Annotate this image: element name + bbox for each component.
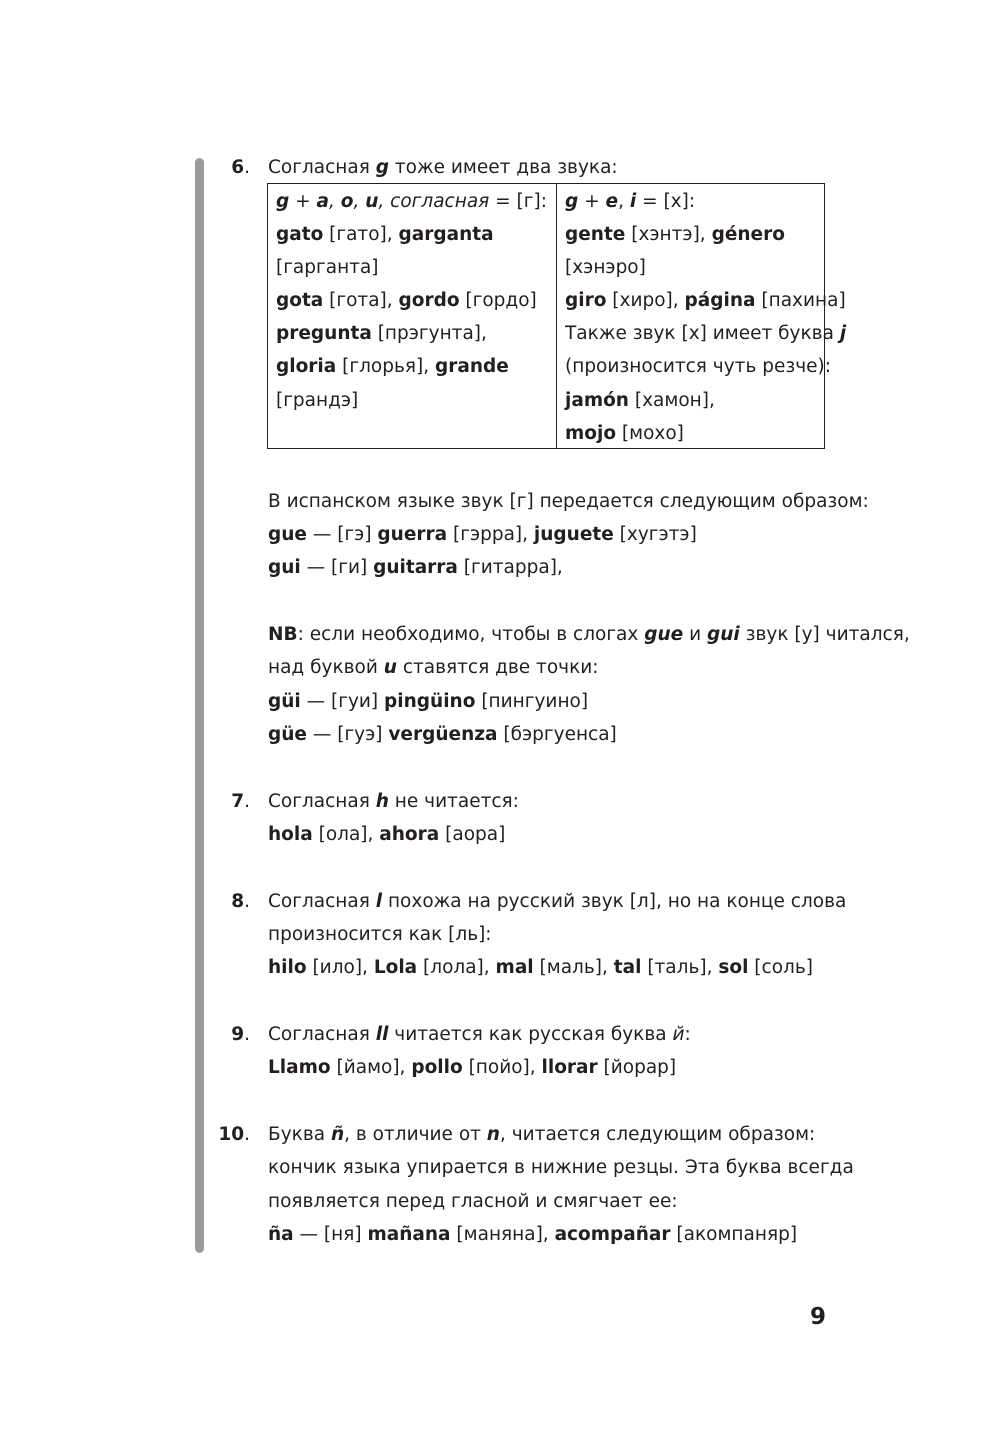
text-run: ahora: [379, 824, 440, 845]
text-run: [ола],: [312, 824, 380, 845]
text-run: ,: [329, 191, 341, 212]
text-run: güe: [268, 724, 307, 745]
text-run: garganta: [398, 224, 494, 245]
text-run: guerra: [377, 524, 448, 545]
text-run: mañana: [367, 1224, 451, 1245]
text-run: [гитарра],: [457, 557, 563, 578]
text-run: g: [375, 157, 389, 178]
paragraph-line: [268, 556, 563, 580]
table-cell-line: [276, 223, 494, 247]
text-run: [хиро],: [606, 290, 685, 311]
text-run: похожа на русский звук [л], но на конце слова: [382, 891, 847, 912]
item-7-line: [268, 823, 505, 847]
text-run: :: [684, 1024, 691, 1045]
text-run: В испанском языке звук [г] передается следующим образом:: [268, 491, 869, 512]
item-8-line: [268, 956, 813, 980]
sound-table: [267, 183, 847, 449]
nb-note-line: [268, 656, 599, 680]
text-run: gloria: [276, 356, 337, 377]
text-run: i: [629, 191, 637, 212]
text-run: [йорар]: [597, 1057, 677, 1078]
table-cell-line: [276, 190, 547, 214]
text-run: ña: [268, 1224, 294, 1245]
text-run: mojo: [565, 423, 617, 444]
text-run: [гато],: [323, 224, 399, 245]
paragraph-line: [268, 523, 697, 547]
text-run: [гэрра],: [447, 524, 534, 545]
text-run: Согласная: [268, 891, 376, 912]
paragraph-line: [268, 490, 869, 514]
text-run: +: [578, 191, 606, 212]
item-number-10: 10.: [218, 1124, 250, 1145]
text-run: и: [683, 624, 707, 645]
text-run: = [х]:: [636, 191, 696, 212]
table-cell-line: [565, 223, 785, 247]
text-run: pollo: [411, 1057, 463, 1078]
text-run: — [гэ]: [306, 524, 378, 545]
item-number-6: 6.: [231, 157, 250, 178]
text-run: j: [839, 323, 847, 344]
text-run: gente: [565, 224, 626, 245]
item-8-line: [268, 890, 846, 914]
table-cell-line: [276, 322, 487, 346]
text-run: gue: [268, 524, 307, 545]
text-run: Llamo: [268, 1057, 331, 1078]
text-run: ,: [353, 191, 366, 212]
text-run: [прэгунта],: [371, 323, 487, 344]
text-run: [глорья],: [336, 356, 435, 377]
text-run: — [ги]: [300, 557, 374, 578]
table-cell-line: [565, 289, 846, 313]
text-run: pingüino: [384, 691, 476, 712]
item-8-line: [268, 923, 492, 947]
text-run: Также звук [х] имеет буква: [565, 323, 840, 344]
text-run: güi: [268, 691, 301, 712]
table-cell-line: [276, 389, 358, 413]
text-run: [грандэ]: [276, 390, 359, 411]
text-run: n: [486, 1124, 500, 1145]
table-cell-line: [565, 322, 846, 346]
text-run: [мохо]: [616, 423, 684, 444]
item-number-7: 7.: [231, 791, 250, 812]
text-run: [хугэтэ]: [613, 524, 697, 545]
text-run: mal: [495, 957, 534, 978]
table-cell-line: [565, 389, 715, 413]
text-run: e: [605, 191, 619, 212]
text-run: , читается следующим образом:: [499, 1124, 816, 1145]
text-run: [гарганта]: [276, 257, 379, 278]
text-run: Буква: [268, 1124, 331, 1145]
text-run: gui: [268, 557, 301, 578]
text-run: pregunta: [276, 323, 372, 344]
text-run: grande: [434, 356, 509, 377]
text-run: (произносится чуть резче):: [565, 356, 831, 377]
text-run: género: [711, 224, 785, 245]
text-run: u: [383, 657, 397, 678]
text-run: u: [365, 191, 379, 212]
item-10-line: [268, 1123, 815, 1147]
text-run: [пойо],: [462, 1057, 542, 1078]
item-number-9: 9.: [231, 1024, 250, 1045]
text-run: [пингуино]: [475, 691, 589, 712]
text-run: над буквой: [268, 657, 384, 678]
item-10-line: [268, 1156, 854, 1180]
text-run: ставятся две точки:: [396, 657, 599, 678]
text-run: , согласная: [378, 191, 490, 212]
item-10-line: [268, 1190, 678, 1214]
text-run: hola: [268, 824, 313, 845]
nb-note-line: [268, 723, 617, 747]
text-run: [йамо],: [330, 1057, 412, 1078]
text-run: +: [289, 191, 317, 212]
table-column-hard-g: [268, 184, 557, 448]
page-number: 9: [809, 1304, 826, 1330]
text-run: hilo: [268, 957, 307, 978]
table-cell-line: [565, 256, 646, 280]
table-cell-line: [276, 355, 509, 379]
text-run: [хэнэро]: [565, 257, 646, 278]
text-run: [ило],: [306, 957, 374, 978]
text-run: vergüenza: [388, 724, 498, 745]
text-run: [таль],: [641, 957, 719, 978]
text-run: [акомпаняр]: [670, 1224, 798, 1245]
text-run: = [г]:: [489, 191, 547, 212]
text-run: — [гуи]: [300, 691, 385, 712]
text-run: NB: [268, 624, 298, 645]
text-run: [гота],: [323, 290, 399, 311]
sidebar-bar: [195, 158, 204, 1253]
text-run: jamón: [565, 390, 629, 411]
text-run: Согласная: [268, 157, 376, 178]
text-run: появляется перед гласной и смягчает ее:: [268, 1191, 678, 1212]
text-run: [хамон],: [628, 390, 715, 411]
text-run: gui: [706, 624, 740, 645]
text-run: , в отличие от: [344, 1124, 487, 1145]
text-run: [маль],: [533, 957, 614, 978]
text-run: gordo: [398, 290, 460, 311]
text-run: читается как русская буква: [388, 1024, 673, 1045]
text-run: [хэнтэ],: [625, 224, 712, 245]
item-6-header: [268, 156, 618, 180]
text-run: [лола],: [417, 957, 496, 978]
text-run: l: [375, 891, 383, 912]
text-run: a: [316, 191, 329, 212]
text-run: [аора]: [439, 824, 506, 845]
text-run: [маняна],: [450, 1224, 555, 1245]
text-run: — [ня]: [293, 1224, 368, 1245]
text-run: página: [684, 290, 756, 311]
text-run: g: [565, 191, 579, 212]
text-run: кончик языка упирается в нижние резцы. Эта буква всегда: [268, 1157, 854, 1178]
text-run: gato: [276, 224, 324, 245]
text-run: juguete: [533, 524, 614, 545]
text-run: [соль]: [748, 957, 813, 978]
text-run: g: [276, 191, 290, 212]
text-run: ñ: [330, 1124, 345, 1145]
table-column-soft-g: [557, 184, 847, 448]
text-run: Lola: [373, 957, 418, 978]
text-run: звук [у] читался,: [739, 624, 910, 645]
text-run: Согласная: [268, 1024, 376, 1045]
nb-note-line: [268, 623, 910, 647]
table-cell-line: [565, 422, 684, 446]
nb-note-line: [268, 690, 588, 714]
item-10-line: [268, 1223, 797, 1247]
text-run: ll: [375, 1024, 389, 1045]
table-cell-line: [565, 190, 695, 214]
text-run: [пахина]: [755, 290, 846, 311]
table-cell-line: [276, 256, 379, 280]
text-run: h: [375, 791, 389, 812]
item-9-line: [268, 1056, 676, 1080]
text-run: tal: [613, 957, 642, 978]
text-run: : если необходимо, чтобы в слогах: [297, 624, 645, 645]
text-run: guitarra: [373, 557, 458, 578]
text-run: — [гуэ]: [306, 724, 389, 745]
text-run: й: [672, 1024, 685, 1045]
text-run: тоже имеет два звука:: [388, 157, 618, 178]
text-run: o: [340, 191, 354, 212]
text-run: не читается:: [388, 791, 519, 812]
table-cell-line: [276, 289, 537, 313]
text-run: giro: [565, 290, 607, 311]
text-run: sol: [718, 957, 749, 978]
text-run: gue: [644, 624, 684, 645]
item-9-line: [268, 1023, 691, 1047]
text-run: gota: [276, 290, 324, 311]
item-7-line: [268, 790, 519, 814]
table-cell-line: [565, 355, 831, 379]
text-run: Согласная: [268, 791, 376, 812]
text-run: llorar: [541, 1057, 598, 1078]
text-run: acompañar: [554, 1224, 671, 1245]
text-run: [бэргуенса]: [497, 724, 617, 745]
text-run: произносится как [ль]:: [268, 924, 492, 945]
text-run: [гордо]: [459, 290, 537, 311]
item-number-8: 8.: [231, 891, 250, 912]
text-run: ,: [618, 191, 630, 212]
